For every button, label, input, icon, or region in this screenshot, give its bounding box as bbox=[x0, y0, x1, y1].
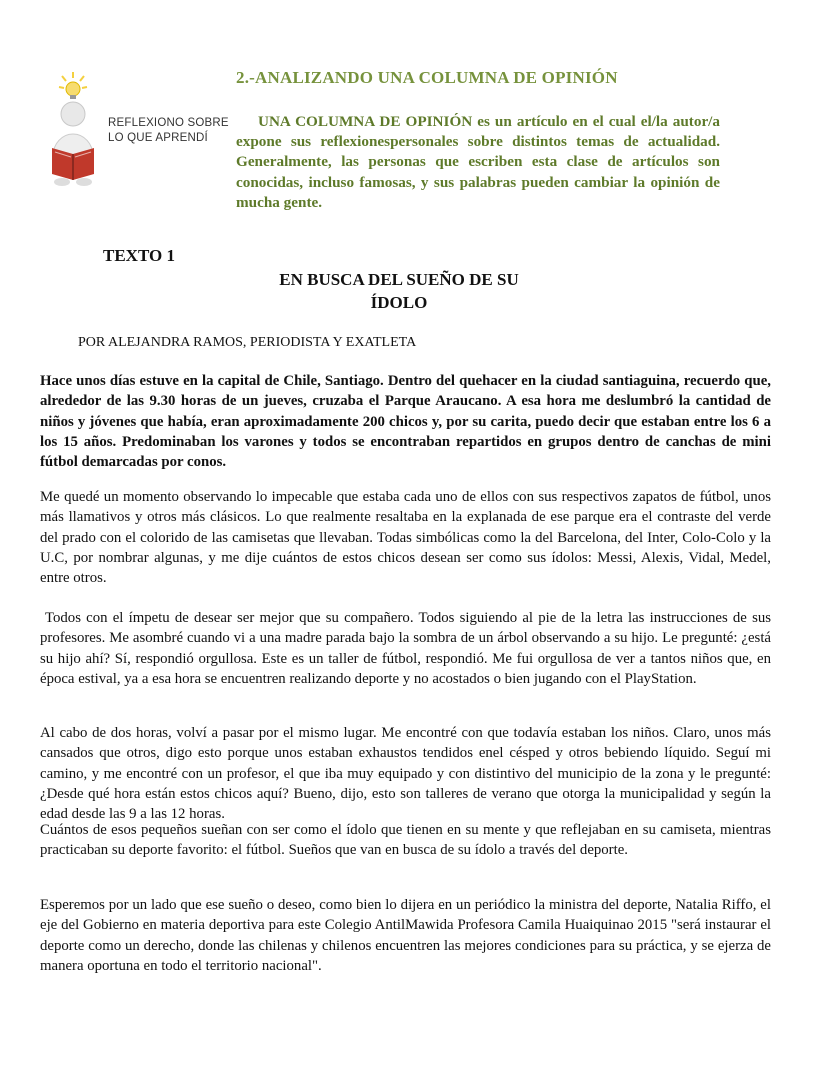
lightbulb-icon bbox=[59, 72, 87, 99]
reflection-badge bbox=[108, 116, 229, 146]
article-byline: POR ALEJANDRA RAMOS, PERIODISTA Y EXATLETA bbox=[78, 335, 417, 350]
article-paragraph-6: Esperemos por un lado que ese sueño o deseo, como bien lo dijera en un periódico la ministra del deporte, Natalia Riffo, el eje del Gobierno en materia deportiva para este Colegio AntilMawida Profesora Camila Huaiquinao 2015 "será instaurar el deporte como un derecho, donde las chilenas y chilenos encuentren las mejores condiciones para su práctica, y se ejerza de manera oportuna en todo el territorio nacional". bbox=[40, 897, 771, 974]
article-paragraph-2: Me quedé un momento observando lo impecable que estaba cada uno de ellos con sus respectivos zapatos de fútbol, unos más llamativos y otros más clásicos. Lo que realmente resaltaba en la explanada de ese parque era el contraste del verde del prado con el colorido de las camisetas que llevaban. Todas simbólicas como la del Barcelona, del Inter, Colo-Colo y la U.C, por nombrar algunas, y me dije cuántos de estos chicos desean ser como sus ídolos: Messi, Alexis, Vidal, Medel, entre otros. bbox=[40, 489, 771, 587]
badge-line-1: REFLEXIONO SOBRE bbox=[108, 117, 229, 129]
article-paragraph-1: Hace unos días estuve en la capital de Chile, Santiago. Dentro del quehacer en la ciudad santiaguina, recuerdo que, alrededor de las 9.30 horas de un jueves, cruzaba el Parque Araucano. A esa hora me deslumbró la cantidad de niños y jóvenes que había, eran aproximadamente 200 chicos y, por su carita, puedo decir que estaban entre los 6 a los 15 años. Predominaban los varones y todos se encontraban repartidos en grupos dentro de canchas de mini fútbol demarcadas por conos. bbox=[40, 373, 771, 471]
article-paragraph-3: Todos con el ímpetu de desear ser mejor que su compañero. Todos siguiendo al pie de la letra las instrucciones de sus profesores. Me asombré cuando vi a una madre parada bajo la sombra de un árbol observando a su hijo. Le pregunté: ¿está su hijo ahí? Sí, respondió orgullosa. Este es un taller de fútbol, respondió. Me fui orgullosa de ver a tantos niños que, en época estival, ya a esa hora se encuentren realizando deporte y no acostados o bien jugando con el PlayStation. bbox=[40, 610, 771, 687]
section-title: 2.-ANALIZANDO UNA COLUMNA DE OPINIÓN bbox=[236, 68, 618, 87]
article-title: EN BUSCA DEL SUEÑO DE SU ÍDOLO bbox=[279, 270, 519, 312]
reading-figure-illustration bbox=[40, 70, 100, 190]
article-paragraph-5: Cuántos de esos pequeños sueñan con ser como el ídolo que tienen en su mente y que reflejaban en su camiseta, mientras practicaban su deporte favorito: el fútbol. Sueños que van en busca de su ídolo a través del deporte. bbox=[40, 822, 771, 859]
badge-line-2: LO QUE APRENDÍ bbox=[108, 132, 208, 144]
reading-figure-icon bbox=[40, 70, 100, 190]
intro-text: UNA COLUMNA DE OPINIÓN es un artículo en el cual el/la autor/a expone sus reflexionespersonales sobre distintos temas de actualidad. Generalmente, las personas que escriben esta clase de artículos son conocidas, incluso famosas, y sus palabras pueden cambiar la opinión de mucha gente. bbox=[236, 113, 720, 211]
article-paragraph-4: Al cabo de dos horas, volví a pasar por el mismo lugar. Me encontré con que todavía estaban los niños. Claro, unos más cansados que otros, digo esto porque unos estaban exhaustos tendidos enel césped y otros bebiendo líquido. Seguí mi camino, y me encontré con un profesor, el que iba muy equipado y con distintivo del municipio de la zona y le pregunté: ¿Desde qué hora están estos chicos aquí? Bueno, dijo, esto son talleres de verano que otorga la municipalidad y según la edad desde las 9 a las 12 horas. bbox=[40, 725, 771, 823]
intro-definition bbox=[236, 112, 720, 213]
text-label: TEXTO 1 bbox=[103, 246, 175, 265]
